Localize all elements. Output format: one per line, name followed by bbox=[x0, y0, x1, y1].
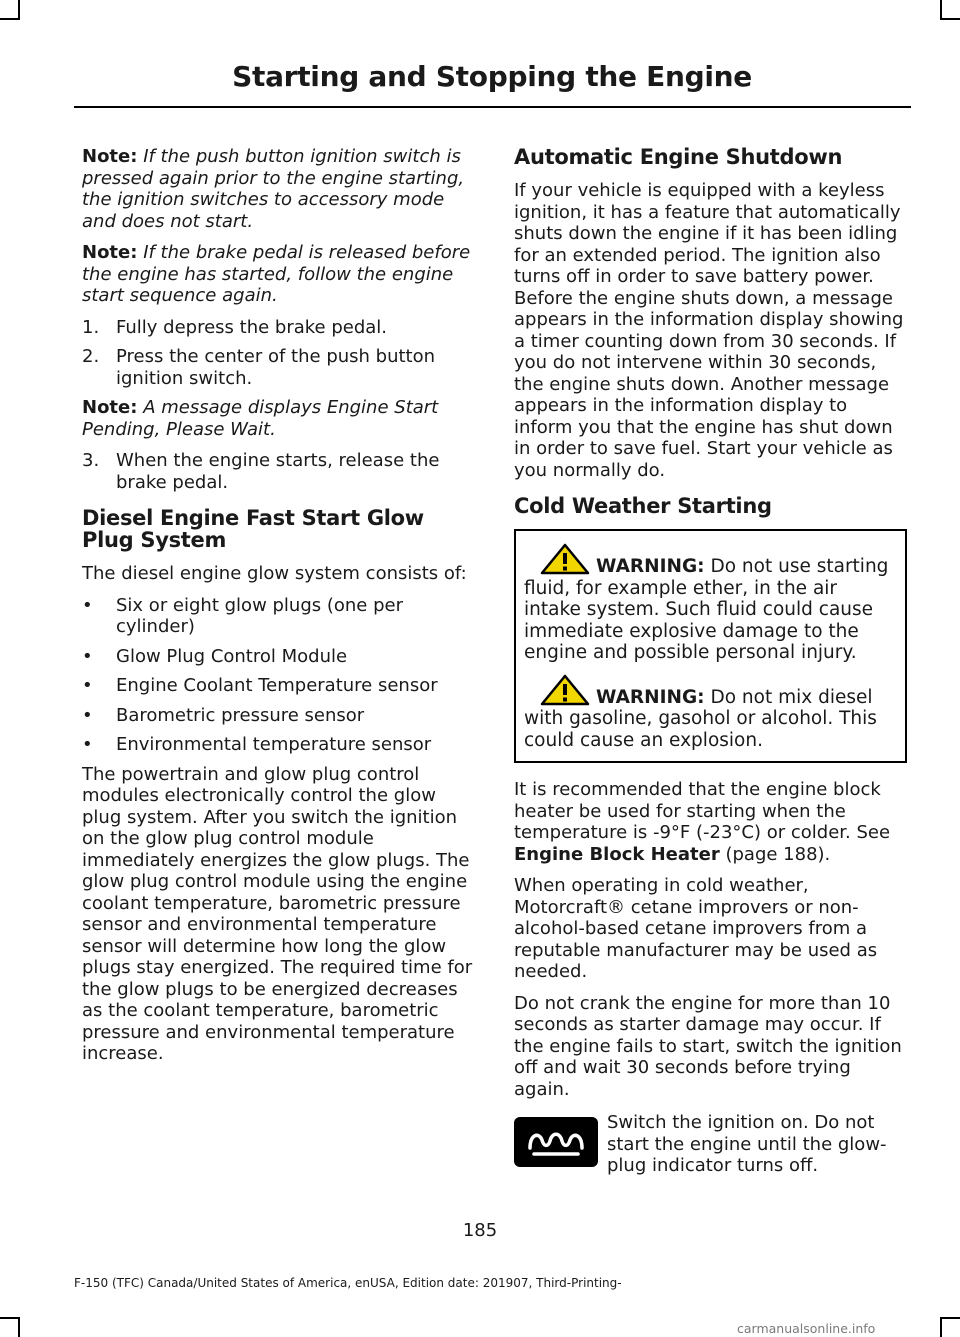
bullet-text: Glow Plug Control Module bbox=[116, 645, 348, 667]
step-number: 1. bbox=[82, 316, 100, 338]
paragraph bbox=[514, 779, 907, 865]
step-list bbox=[82, 317, 477, 390]
step-item bbox=[82, 346, 477, 389]
glow-plug-instruction: Switch the ignition on. Do not start the engine until the glow-plug indicator turns off. bbox=[607, 1112, 887, 1176]
bullet-text: Engine Coolant Temperature sensor bbox=[116, 675, 438, 696]
title-rule bbox=[74, 106, 911, 108]
crop-mark bbox=[940, 18, 960, 20]
note-label: Note: bbox=[82, 242, 138, 263]
crop-mark bbox=[18, 1317, 20, 1337]
bullet-text: Environmental temperature sensor bbox=[116, 734, 432, 755]
note-text: If the brake pedal is released before the engine has started, follow the engine start sequence again. bbox=[82, 242, 471, 306]
warning-label: WARNING: bbox=[596, 686, 705, 708]
warning bbox=[524, 674, 897, 752]
step-text: Press the center of the push button ignition switch. bbox=[116, 346, 436, 389]
crop-mark bbox=[0, 18, 20, 20]
glow-plug-indicator-icon bbox=[514, 1117, 598, 1167]
note-text: If the push button ignition switch is pressed again prior to the engine starting, the ignition switches to accessory mode and does not start. bbox=[82, 146, 465, 232]
section-heading: Automatic Engine Shutdown bbox=[514, 145, 843, 169]
step-item bbox=[82, 450, 477, 493]
step-text: When the engine starts, release the brake pedal. bbox=[116, 450, 440, 493]
page-reference: (page 188). bbox=[725, 843, 831, 865]
section-heading: Diesel Engine Fast Start Glow Plug System bbox=[82, 506, 424, 552]
step-list bbox=[82, 450, 477, 493]
crop-mark bbox=[18, 0, 20, 20]
bullet-item bbox=[82, 646, 477, 668]
paragraph: Do not crank the engine for more than 10 seconds as starter damage may occur. If the engine fails to start, switch the ignition off and wait 30 seconds before trying again. bbox=[514, 992, 902, 1100]
note bbox=[82, 397, 477, 440]
section-heading: Cold Weather Starting bbox=[514, 494, 772, 518]
step-number: 2. bbox=[82, 346, 100, 367]
bullet-item bbox=[82, 595, 477, 638]
bullet-item bbox=[82, 734, 477, 756]
bullet-list bbox=[82, 595, 477, 756]
engine-block-heater-link[interactable]: Engine Block Heater bbox=[514, 843, 720, 865]
note bbox=[82, 146, 477, 232]
paragraph: When operating in cold weather, Motorcraft® cetane improvers or non-alcohol-based cetane improvers from a reputable manufacturer may be used as needed. bbox=[514, 875, 878, 982]
crop-mark bbox=[940, 1317, 960, 1319]
crop-mark bbox=[940, 1317, 942, 1337]
crop-mark bbox=[940, 0, 942, 20]
bullet-mark: • bbox=[82, 734, 93, 755]
note-label: Note: bbox=[82, 146, 138, 167]
note bbox=[82, 242, 477, 307]
page-title: Starting and Stopping the Engine bbox=[232, 60, 752, 93]
step-number: 3. bbox=[82, 450, 100, 471]
bullet-mark: • bbox=[82, 675, 93, 696]
bullet-text: Six or eight glow plugs (one per cylinder) bbox=[116, 594, 404, 637]
left-column bbox=[82, 146, 477, 1075]
warning-text: Do not use starting fluid, for example ether, in the air intake system. Such fluid could cause immediate explosive damage to the engine and possible personal injury. bbox=[524, 556, 889, 663]
crop-mark bbox=[0, 1317, 20, 1319]
paragraph: The powertrain and glow plug control modules electronically control the glow plug system. After you switch the ignition on the glow plug control module immediately energizes the glow plugs. The glow plug control module using the engine coolant temperature, barometric pressure sensor and environmental temperature sensor will determine how long the glow plugs stay energized. The required time for the glow plugs to be energized decreases as the coolant temperature, barometric pressure and environmental temperature increase. bbox=[82, 763, 473, 1064]
step-item bbox=[82, 317, 477, 339]
block-heater-text: It is recommended that the engine block heater be used for starting when the temperature is -9°F (-23°C) or colder. See bbox=[514, 779, 891, 843]
warning bbox=[524, 543, 897, 664]
warning-triangle-icon bbox=[540, 543, 590, 575]
watermark: carmanualsonline.info bbox=[737, 1321, 876, 1336]
glow-plug-row bbox=[514, 1112, 907, 1177]
bullet-mark: • bbox=[82, 645, 93, 667]
bullet-item bbox=[82, 705, 477, 727]
edition-footer: F-150 (TFC) Canada/United States of America, enUSA, Edition date: 201907, Third-Printing- bbox=[74, 1276, 622, 1290]
bullet-mark: • bbox=[82, 704, 93, 726]
warning-box bbox=[514, 529, 907, 763]
note-text: A message displays Engine Start Pending, Please Wait. bbox=[82, 397, 439, 440]
step-text: Fully depress the brake pedal. bbox=[116, 316, 388, 338]
warning-triangle-icon bbox=[540, 674, 590, 706]
warning-label: WARNING: bbox=[596, 556, 705, 577]
bullet-text: Barometric pressure sensor bbox=[116, 704, 365, 726]
page-number: 185 bbox=[462, 1220, 498, 1241]
paragraph: The diesel engine glow system consists of: bbox=[82, 563, 467, 584]
paragraph: If your vehicle is equipped with a keyless ignition, it has a feature that automatically shuts down the engine if it has been idling for an extended period. The ignition also turns off in order to save battery power. Before the engine shuts down, a message appears in the information display showing a timer counting down from 30 seconds. If you do not intervene within 30 seconds, the engine shuts down. Another message appears in the information display to inform you that the engine has shut down in order to save fuel. Start your vehicle as you normally do. bbox=[514, 180, 904, 481]
right-column bbox=[514, 146, 907, 1177]
warning-text: Do not mix diesel with gasoline, gasohol or alcohol. This could cause an explosion. bbox=[524, 686, 877, 751]
bullet-mark: • bbox=[82, 594, 93, 616]
bullet-item bbox=[82, 675, 477, 697]
note-label: Note: bbox=[82, 397, 138, 418]
